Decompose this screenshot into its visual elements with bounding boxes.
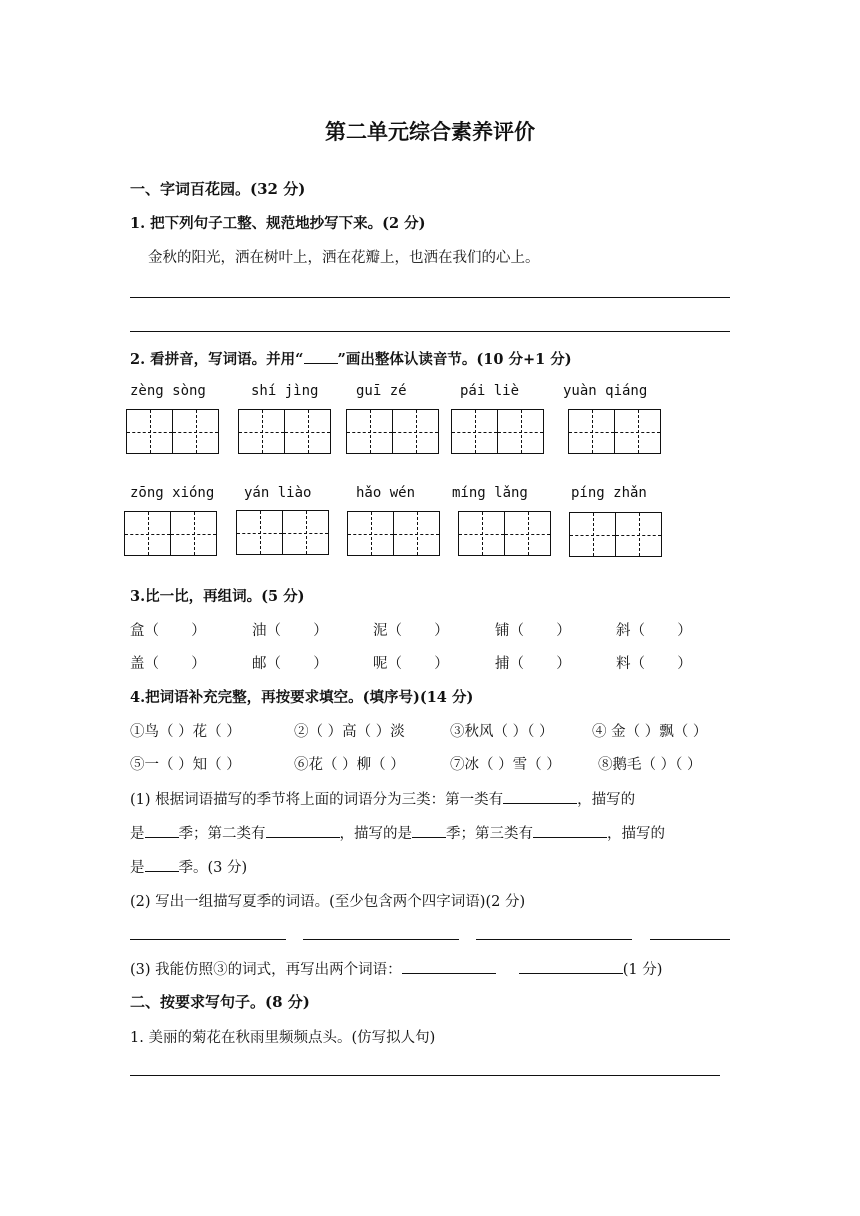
copy-sentence: 金秋的阳光，洒在树叶上，洒在花瓣上，也洒在我们的心上。 bbox=[148, 250, 540, 266]
answer-line[interactable] bbox=[303, 939, 459, 940]
compare-item: 呢（ ） bbox=[373, 656, 449, 672]
sub-text: (1) 根据词语描写的季节将上面的词语分为三类：第一类有 bbox=[130, 792, 504, 808]
answer-blank[interactable] bbox=[533, 823, 607, 838]
question-1-prompt: 1. 把下列句子工整、规范地抄写下来。(2 分) bbox=[130, 215, 426, 232]
question-4-prompt: 4.把词语补充完整，再按要求填空。(填序号)(14 分) bbox=[130, 689, 474, 706]
answer-line[interactable] bbox=[476, 939, 632, 940]
sub-text: ，描写的是 bbox=[339, 826, 412, 842]
writing-grid[interactable] bbox=[126, 409, 219, 454]
answer-blank[interactable] bbox=[519, 959, 623, 974]
writing-line[interactable] bbox=[130, 1075, 720, 1076]
writing-grid[interactable] bbox=[346, 409, 439, 454]
answer-blank[interactable] bbox=[503, 789, 577, 804]
answer-blank[interactable] bbox=[145, 823, 179, 838]
compare-item: 捕（ ） bbox=[495, 656, 571, 672]
pinyin-label: hǎo wén bbox=[356, 485, 416, 501]
compare-char: 邮 bbox=[252, 656, 267, 672]
idiom-item: ④ 金（ ）飘（ ） bbox=[592, 724, 708, 740]
question-3-prompt: 3.比一比，再组词。(5 分) bbox=[130, 588, 305, 605]
sub-question-1-line-2 bbox=[130, 822, 665, 843]
compare-char: 盒 bbox=[130, 623, 145, 639]
pinyin-label: míng lǎng bbox=[452, 485, 528, 501]
writing-grid[interactable] bbox=[451, 409, 544, 454]
writing-grid[interactable] bbox=[347, 511, 440, 556]
sub-text: 季。(3 分) bbox=[178, 860, 248, 876]
writing-grid[interactable] bbox=[568, 409, 661, 454]
idiom-item: ③秋风（ ）（ ） bbox=[450, 724, 554, 740]
pinyin-label: zōng xióng bbox=[130, 485, 215, 501]
compare-item: 泥（ ） bbox=[373, 623, 449, 639]
pinyin-label: shí jìng bbox=[251, 383, 319, 399]
sub-text: (1 分) bbox=[622, 962, 663, 978]
sub-text: 季；第二类有 bbox=[178, 826, 266, 842]
sub-text: ，描写的 bbox=[577, 792, 636, 808]
compare-item: 油（ ） bbox=[252, 623, 328, 639]
compare-char: 呢 bbox=[373, 656, 388, 672]
writing-grid[interactable] bbox=[569, 512, 662, 557]
compare-item: 邮（ ） bbox=[252, 656, 328, 672]
compare-item: 盖（ ） bbox=[130, 656, 206, 672]
pinyin-label: píng zhǎn bbox=[571, 485, 647, 501]
pinyin-label: guī zé bbox=[356, 383, 407, 399]
answer-blank[interactable] bbox=[145, 857, 179, 872]
sub-text: ，描写的 bbox=[607, 826, 665, 842]
compare-item: 料（ ） bbox=[616, 656, 692, 672]
section-heading-2: 二、按要求写句子。(8 分) bbox=[130, 993, 310, 1011]
sub-text: 是 bbox=[130, 826, 145, 842]
compare-char: 泥 bbox=[373, 623, 388, 639]
question-2-prompt bbox=[130, 348, 572, 369]
writing-grid[interactable] bbox=[236, 510, 329, 555]
writing-grid[interactable] bbox=[458, 511, 551, 556]
idiom-item: ②（ ）高（ ）淡 bbox=[294, 724, 405, 740]
compare-item: 盒（ ） bbox=[130, 623, 206, 639]
compare-item: 斜（ ） bbox=[616, 623, 692, 639]
writing-line[interactable] bbox=[130, 331, 730, 332]
answer-line[interactable] bbox=[130, 939, 286, 940]
writing-grid[interactable] bbox=[124, 511, 217, 556]
question-2-prompt-start: 2. 看拼音，写词语。并用“ bbox=[130, 351, 304, 368]
question-2-prompt-end: ”画出整体认读音节。(10 分+1 分) bbox=[337, 351, 572, 368]
page-title: 第二单元综合素养评价 bbox=[325, 119, 535, 144]
idiom-item: ⑥花（ ）柳（ ） bbox=[294, 757, 405, 773]
writing-line[interactable] bbox=[130, 297, 730, 298]
pinyin-label: yuàn qiáng bbox=[563, 383, 648, 399]
sub-question-1-line-3 bbox=[130, 856, 247, 877]
sentence-question-1: 1. 美丽的菊花在秋雨里频频点头。(仿写拟人句) bbox=[130, 1030, 436, 1046]
compare-char: 油 bbox=[252, 623, 267, 639]
sub-text: (3) 我能仿照③的词式，再写出两个词语： bbox=[130, 962, 402, 978]
sub-text: 季；第三类有 bbox=[446, 826, 533, 842]
answer-line[interactable] bbox=[650, 939, 730, 940]
idiom-item: ⑧鹅毛（ ）（ ） bbox=[598, 757, 702, 773]
sub-question-3 bbox=[130, 958, 662, 979]
compare-item: 铺（ ） bbox=[495, 623, 571, 639]
idiom-item: ①鸟（ ）花（ ） bbox=[130, 724, 241, 740]
compare-char: 铺 bbox=[495, 623, 510, 639]
underline-sample bbox=[304, 349, 338, 364]
answer-blank[interactable] bbox=[412, 823, 446, 838]
sub-question-2: (2) 写出一组描写夏季的词语。(至少包含两个四字词语)(2 分) bbox=[130, 894, 526, 910]
compare-char: 捕 bbox=[495, 656, 510, 672]
compare-char: 料 bbox=[616, 656, 631, 672]
sub-text: 是 bbox=[130, 860, 145, 876]
answer-blank[interactable] bbox=[402, 959, 496, 974]
compare-char: 盖 bbox=[130, 656, 145, 672]
idiom-item: ⑦冰（ ）雪（ ） bbox=[450, 757, 561, 773]
sub-question-1-line-1 bbox=[130, 788, 635, 809]
pinyin-label: pái liè bbox=[460, 383, 520, 399]
compare-char: 斜 bbox=[616, 623, 631, 639]
answer-blank[interactable] bbox=[266, 823, 340, 838]
section-heading-1: 一、字词百花园。(32 分) bbox=[130, 180, 306, 198]
idiom-item: ⑤一（ ）知（ ） bbox=[130, 757, 241, 773]
writing-grid[interactable] bbox=[238, 409, 331, 454]
pinyin-label: zèng sòng bbox=[130, 383, 206, 399]
pinyin-label: yán liào bbox=[244, 485, 312, 501]
